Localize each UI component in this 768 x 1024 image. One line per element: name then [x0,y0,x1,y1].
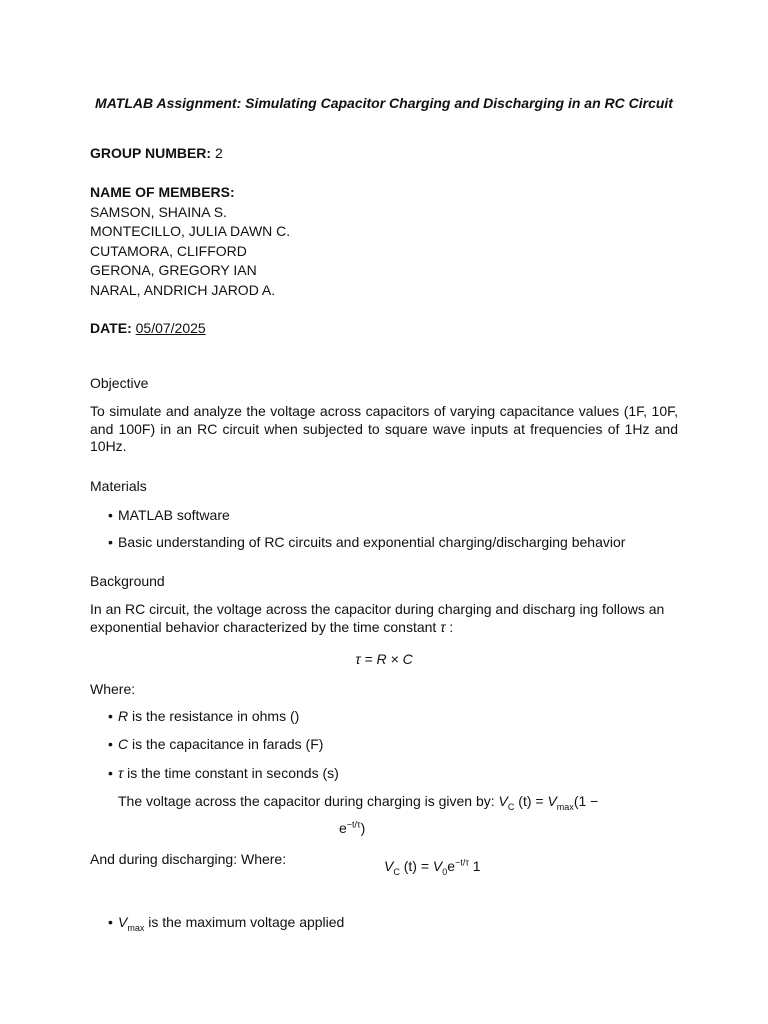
background-intro-end: : [445,618,454,635]
eq-text: 1 [468,858,481,874]
eq-subscript: C [507,801,515,812]
eq-symbol: V [432,858,443,874]
materials-item-text: MATLAB software [118,507,230,523]
eq-subscript: max [556,801,574,812]
definition-text: is the capacitance in farads (F) [128,736,324,752]
eq-text: ) [360,820,366,836]
eq-text: (1 − [573,793,599,809]
materials-heading: Materials [90,478,147,494]
definition-symbol: V [118,914,128,930]
discharging-text: And during discharging: Where: [90,851,287,867]
charging-text: The voltage across the capacitor during charging is given by: [118,793,499,809]
time-constant-equation: τ = R × C [355,651,413,667]
definition-text: is the time constant in seconds (s) [123,765,339,781]
materials-item [108,533,625,551]
charging-eq-continued [339,819,365,837]
members-label: NAME OF MEMBERS: [90,184,235,200]
definition-item [108,707,299,725]
definition-symbol: R [118,708,129,724]
bullet-icon: • [108,507,113,523]
group-number-label: GROUP NUMBER: [90,145,212,161]
eq-subscript: 0 [442,866,448,877]
date-line [90,319,206,337]
member-name: CUTAMORA, CLIFFORD [90,243,247,259]
background-intro [90,601,678,636]
definition-symbol: C [118,736,129,752]
date-label: DATE: [90,320,132,336]
eq-e: e [447,858,456,874]
objective-heading: Objective [90,375,149,391]
discharging-equation [384,857,481,875]
bullet-icon: • [108,708,113,724]
tau-symbol: τ [440,618,446,635]
eq-symbol: V [498,793,508,809]
eq-text: (t) = [399,858,433,874]
background-intro-text: In an RC circuit, the voltage across the capacitor during charging and discharg ing follows an exponential behavior characterized by the time constant [90,601,665,635]
charging-line [118,792,598,810]
definition-text: is the resistance in ohms () [128,708,300,724]
group-number-line [90,144,223,162]
eq-subscript: max [127,922,145,933]
eq-symbol: V [547,793,557,809]
bullet-icon: • [108,534,113,550]
definition-symbol: τ [118,765,124,781]
materials-item [108,506,230,524]
eq-subscript: C [393,866,400,877]
member-name: SAMSON, SHAINA S. [90,204,227,220]
eq-e: e [339,820,347,836]
eq-exponent: −t/τ [455,857,469,868]
date-value: 05/07/2025 [135,320,206,336]
eq-text: (t) = [514,793,548,809]
eq-symbol: V [384,858,394,874]
member-name: NARAL, ANDRICH JAROD A. [90,282,276,298]
definition-text: is the maximum voltage applied [144,914,345,930]
bullet-icon: • [108,736,113,752]
member-name: GERONA, GREGORY IAN [90,262,257,278]
member-name: MONTECILLO, JULIA DAWN C. [90,223,291,239]
objective-text: To simulate and analyze the voltage across capacitors of varying capacitance values (1F, 10F, and 100F) in an RC circuit when subjected to square wave inputs at frequencies of 1Hz and 10Hz. [90,403,678,454]
document-title: MATLAB Assignment: Simulating Capacitor Charging and Discharging in an RC Circuit [95,95,673,111]
bullet-icon: • [108,914,113,930]
materials-item-text: Basic understanding of RC circuits and exponential charging/discharging behavior [118,534,626,550]
definition-item [108,735,323,753]
background-heading: Background [90,573,165,589]
group-number-value: 2 [214,145,223,161]
bullet-icon: • [108,765,113,781]
eq-exponent: −t/τ [346,819,361,830]
definition-item [108,913,344,931]
definition-item [108,764,339,782]
where-label: Where: [90,681,136,697]
